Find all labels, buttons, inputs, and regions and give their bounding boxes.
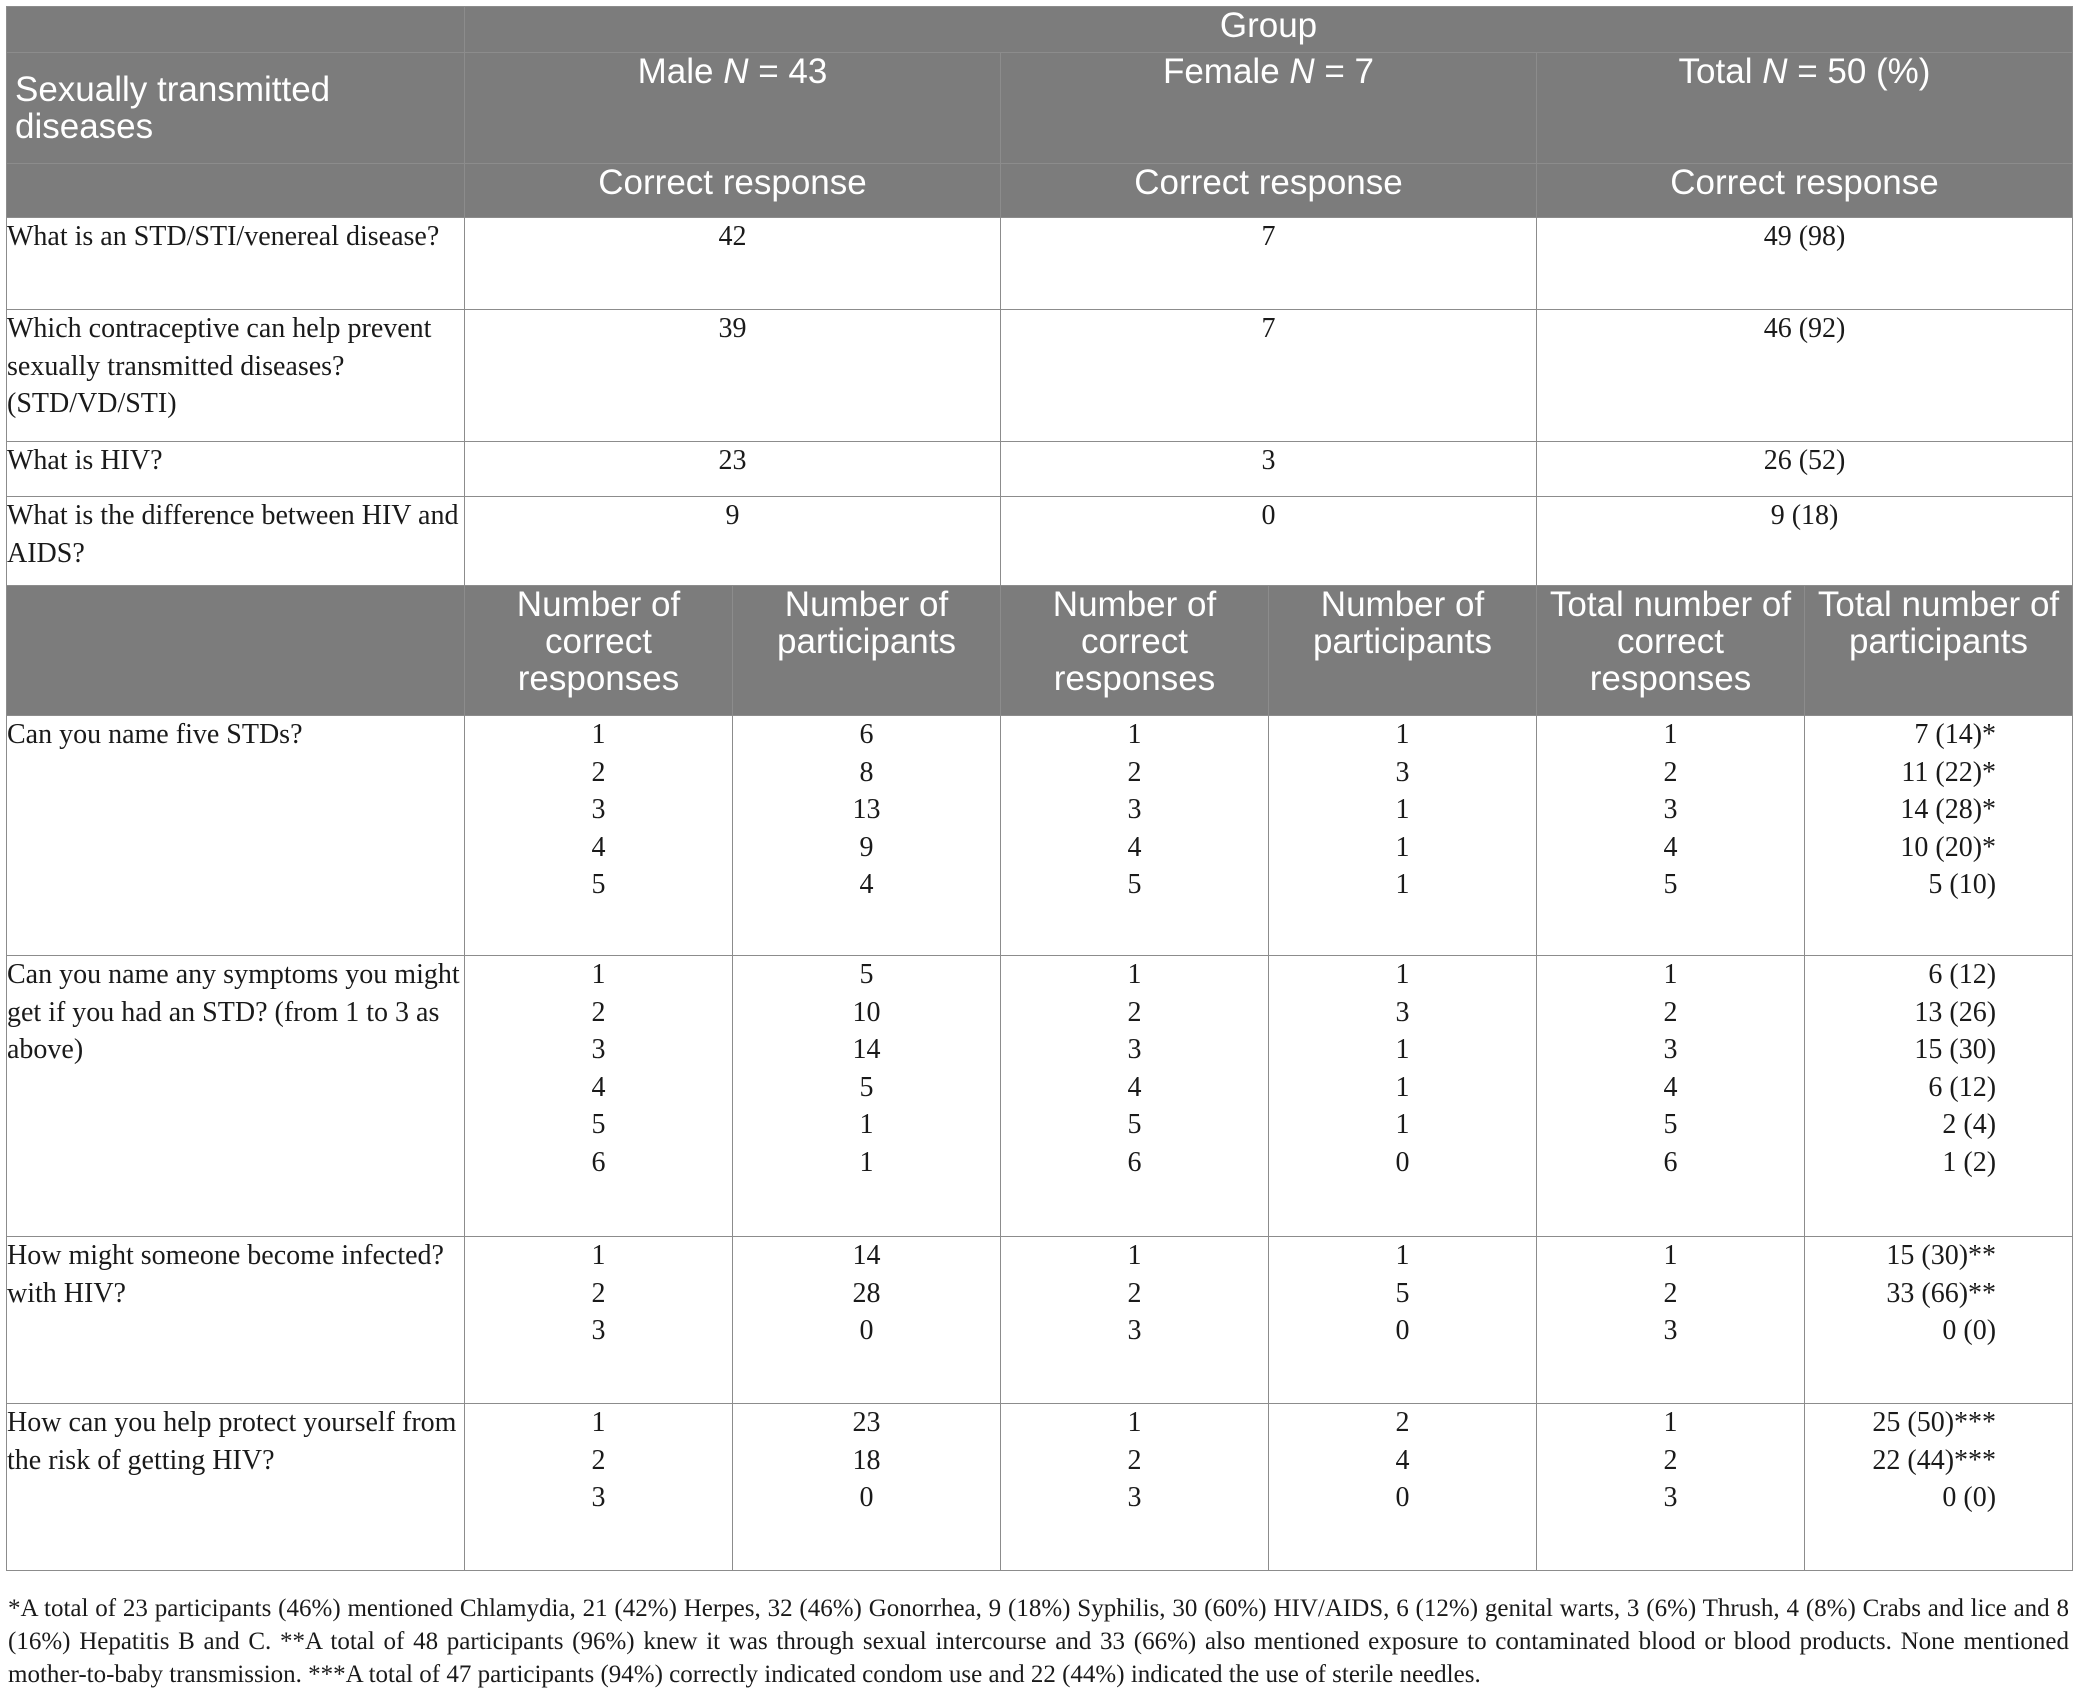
header-blank-cell bbox=[7, 164, 465, 218]
male-value: 23 bbox=[465, 442, 1001, 497]
female-correct-subheader: Number of correct responses bbox=[1001, 586, 1269, 716]
cell-value: 5 bbox=[591, 869, 606, 900]
cell-value: 5 bbox=[1127, 869, 1142, 900]
cell-value: 2 bbox=[1127, 1444, 1142, 1476]
cell-value: 2 bbox=[1663, 1277, 1678, 1309]
total-participants-cell bbox=[1805, 956, 2073, 1237]
female-value: 7 bbox=[1001, 310, 1537, 442]
total-value: 9 (18) bbox=[1537, 497, 2073, 586]
cell-value: 2 bbox=[591, 1444, 606, 1476]
male-participants-cell bbox=[733, 1404, 1001, 1571]
cell-value: 1 bbox=[1127, 719, 1142, 750]
cell-value: 1 bbox=[1395, 959, 1410, 990]
question-cell: What is an STD/STI/venereal disease? bbox=[7, 218, 465, 310]
cell-value: 4 bbox=[591, 1071, 606, 1103]
cell-value: 1 bbox=[1395, 1034, 1410, 1065]
question-cell: What is HIV? bbox=[7, 442, 465, 497]
cell-value: 15 (30) bbox=[1914, 1034, 1997, 1065]
cell-value: 5 bbox=[859, 1071, 874, 1103]
group-label: Group bbox=[465, 7, 2073, 53]
male-participants-subheader: Number of participants bbox=[733, 586, 1001, 716]
cell-value: 3 bbox=[1395, 756, 1410, 788]
male-correct-responses-cell bbox=[465, 716, 733, 956]
cell-value: 1 bbox=[1127, 1240, 1142, 1271]
cell-value: 0 bbox=[859, 1315, 874, 1346]
female-value: 3 bbox=[1001, 442, 1537, 497]
female-correct-response-header: Correct response bbox=[1001, 164, 1537, 218]
cell-value: 2 bbox=[591, 996, 606, 1028]
cell-value: 3 bbox=[1663, 794, 1678, 825]
cell-value: 4 bbox=[1127, 831, 1142, 863]
total-correct-responses-cell bbox=[1537, 1237, 1805, 1404]
subheader-row bbox=[7, 586, 2073, 716]
cell-value: 4 bbox=[859, 869, 874, 900]
female-participants-cell bbox=[1269, 1237, 1537, 1404]
cell-value: 13 (26) bbox=[1914, 996, 1997, 1028]
male-correct-responses-cell bbox=[465, 1237, 733, 1404]
table-footnote: *A total of 23 participants (46%) mentioned Chlamydia, 21 (42%) Herpes, 32 (46%) Gonorrhea, 9 (18%) Syphilis, 30 (60%) HIV/AIDS, 6 (12%) genital warts, 3 (6%) Thrush, 4 (8%) Crabs and lice and 8 (16%) Hepatitis B and C. **A total of 48 participants (96%) knew it was through sexual intercourse and 33 (66%) also mentioned exposure to contaminated blood or blood products. None mentioned mother-to-baby transmission. ***A total of 47 participants (94%) correctly indicated condom use and 22 (44%) indicated the use of sterile needles. bbox=[8, 1595, 2069, 1688]
cell-value: 1 bbox=[1395, 869, 1410, 900]
cell-value: 3 bbox=[1395, 996, 1410, 1028]
cell-value: 0 (0) bbox=[1942, 1315, 1997, 1346]
cell-value: 6 bbox=[859, 719, 874, 750]
cell-value: 4 bbox=[1663, 1071, 1678, 1103]
cell-value: 4 bbox=[1663, 831, 1678, 863]
cell-value: 4 bbox=[591, 831, 606, 863]
total-value: 46 (92) bbox=[1537, 310, 2073, 442]
cell-value: 1 bbox=[1127, 1407, 1142, 1438]
cell-value: 1 bbox=[859, 1146, 874, 1178]
male-value: 39 bbox=[465, 310, 1001, 442]
total-column-header: Total N = 50 (%) bbox=[1537, 53, 2073, 164]
question-cell: Can you name five STDs? bbox=[7, 716, 465, 956]
cell-value: 10 bbox=[852, 996, 881, 1028]
cell-value: 6 bbox=[591, 1146, 606, 1178]
column-header-row bbox=[7, 53, 2073, 164]
cell-value: 6 (12) bbox=[1928, 1071, 1997, 1103]
female-participants-cell bbox=[1269, 1404, 1537, 1571]
table-row bbox=[7, 497, 2073, 586]
cell-value: 3 bbox=[1127, 794, 1142, 825]
cell-value: 13 bbox=[852, 794, 881, 825]
total-participants-cell bbox=[1805, 716, 2073, 956]
female-value: 7 bbox=[1001, 218, 1537, 310]
male-correct-response-header: Correct response bbox=[465, 164, 1001, 218]
cell-value: 7 (14)* bbox=[1914, 719, 1997, 750]
cell-value: 3 bbox=[1127, 1482, 1142, 1513]
cell-value: 3 bbox=[591, 1315, 606, 1346]
std-knowledge-table bbox=[6, 6, 2073, 1571]
cell-value: 4 bbox=[1127, 1071, 1142, 1103]
table-container bbox=[6, 6, 2072, 1571]
cell-value: 5 bbox=[1395, 1277, 1410, 1309]
total-participants-cell bbox=[1805, 1237, 2073, 1404]
female-correct-responses-cell bbox=[1001, 1237, 1269, 1404]
cell-value: 1 bbox=[1395, 719, 1410, 750]
total-correct-response-header: Correct response bbox=[1537, 164, 2073, 218]
cell-value: 25 (50)*** bbox=[1872, 1407, 1997, 1438]
cell-value: 15 (30)** bbox=[1886, 1240, 1997, 1271]
male-value: 42 bbox=[465, 218, 1001, 310]
cell-value: 2 bbox=[1395, 1407, 1410, 1438]
cell-value: 1 bbox=[591, 959, 606, 990]
male-correct-responses-cell bbox=[465, 1404, 733, 1571]
cell-value: 5 bbox=[1663, 1109, 1678, 1140]
cell-value: 14 (28)* bbox=[1900, 794, 1997, 825]
question-cell: How might someone become infected? with HIV? bbox=[7, 1237, 465, 1404]
cell-value: 0 bbox=[1395, 1146, 1410, 1178]
male-column-header: Male N = 43 bbox=[465, 53, 1001, 164]
cell-value: 1 bbox=[591, 1407, 606, 1438]
cell-value: 1 bbox=[591, 1240, 606, 1271]
female-correct-responses-cell bbox=[1001, 956, 1269, 1237]
question-cell: What is the difference between HIV and AIDS? bbox=[7, 497, 465, 586]
cell-value: 14 bbox=[852, 1240, 881, 1271]
cell-value: 0 bbox=[1395, 1482, 1410, 1513]
male-participants-cell bbox=[733, 1237, 1001, 1404]
group-header-row bbox=[7, 7, 2073, 53]
cell-value: 18 bbox=[852, 1444, 881, 1476]
cell-value: 3 bbox=[591, 1482, 606, 1513]
cell-value: 11 (22)* bbox=[1901, 756, 1997, 788]
total-value: 49 (98) bbox=[1537, 218, 2073, 310]
cell-value: 1 bbox=[1395, 1071, 1410, 1103]
cell-value: 28 bbox=[852, 1277, 881, 1309]
cell-value: 10 (20)* bbox=[1900, 831, 1997, 863]
female-participants-subheader: Number of participants bbox=[1269, 586, 1537, 716]
table-row bbox=[7, 716, 2073, 956]
cell-value: 23 bbox=[852, 1407, 881, 1438]
cell-value: 1 bbox=[1663, 1407, 1678, 1438]
male-correct-subheader: Number of correct responses bbox=[465, 586, 733, 716]
female-correct-responses-cell bbox=[1001, 716, 1269, 956]
female-participants-cell bbox=[1269, 956, 1537, 1237]
female-value: 0 bbox=[1001, 497, 1537, 586]
cell-value: 3 bbox=[1663, 1034, 1678, 1065]
cell-value: 1 bbox=[1395, 831, 1410, 863]
total-correct-subheader: Total number of correct responses bbox=[1537, 586, 1805, 716]
cell-value: 1 bbox=[859, 1109, 874, 1140]
cell-value: 3 bbox=[1127, 1315, 1142, 1346]
male-value: 9 bbox=[465, 497, 1001, 586]
cell-value: 22 (44)*** bbox=[1872, 1444, 1997, 1476]
male-participants-cell bbox=[733, 956, 1001, 1237]
female-column-header: Female N = 7 bbox=[1001, 53, 1537, 164]
table-row bbox=[7, 442, 2073, 497]
cell-value: 14 bbox=[852, 1034, 881, 1065]
cell-value: 6 bbox=[1127, 1146, 1142, 1178]
cell-value: 1 (2) bbox=[1942, 1146, 1997, 1178]
total-correct-responses-cell bbox=[1537, 956, 1805, 1237]
total-correct-responses-cell bbox=[1537, 716, 1805, 956]
cell-value: 5 (10) bbox=[1928, 869, 1997, 900]
cell-value: 0 bbox=[859, 1482, 874, 1513]
question-cell: How can you help protect yourself from the risk of getting HIV? bbox=[7, 1404, 465, 1571]
cell-value: 1 bbox=[1663, 959, 1678, 990]
female-correct-responses-cell bbox=[1001, 1404, 1269, 1571]
header-blank-cell bbox=[7, 586, 465, 716]
total-participants-cell bbox=[1805, 1404, 2073, 1571]
cell-value: 8 bbox=[859, 756, 874, 788]
cell-value: 3 bbox=[1127, 1034, 1142, 1065]
table-row bbox=[7, 1237, 2073, 1404]
male-correct-responses-cell bbox=[465, 956, 733, 1237]
cell-value: 3 bbox=[1663, 1315, 1678, 1346]
table-row bbox=[7, 310, 2073, 442]
cell-value: 5 bbox=[1127, 1109, 1142, 1140]
cell-value: 3 bbox=[1663, 1482, 1678, 1513]
cell-value: 5 bbox=[1663, 869, 1678, 900]
table-row bbox=[7, 218, 2073, 310]
cell-value: 1 bbox=[1395, 1109, 1410, 1140]
table-row bbox=[7, 956, 2073, 1237]
cell-value: 1 bbox=[1663, 719, 1678, 750]
cell-value: 0 (0) bbox=[1942, 1482, 1997, 1513]
cell-value: 2 bbox=[1127, 996, 1142, 1028]
cell-value: 5 bbox=[591, 1109, 606, 1140]
cell-value: 2 bbox=[1663, 996, 1678, 1028]
cell-value: 6 (12) bbox=[1928, 959, 1997, 990]
table-row bbox=[7, 1404, 2073, 1571]
cell-value: 9 bbox=[859, 831, 874, 863]
cell-value: 0 bbox=[1395, 1315, 1410, 1346]
cell-value: 2 bbox=[1127, 756, 1142, 788]
total-correct-responses-cell bbox=[1537, 1404, 1805, 1571]
total-value: 26 (52) bbox=[1537, 442, 2073, 497]
cell-value: 1 bbox=[591, 719, 606, 750]
cell-value: 1 bbox=[1395, 794, 1410, 825]
cell-value: 5 bbox=[859, 959, 874, 990]
cell-value: 33 (66)** bbox=[1886, 1277, 1997, 1309]
cell-value: 1 bbox=[1663, 1240, 1678, 1271]
cell-value: 2 bbox=[1663, 756, 1678, 788]
cell-value: 2 (4) bbox=[1942, 1109, 1997, 1140]
cell-value: 2 bbox=[1127, 1277, 1142, 1309]
cell-value: 3 bbox=[591, 794, 606, 825]
cell-value: 1 bbox=[1127, 959, 1142, 990]
cell-value: 4 bbox=[1395, 1444, 1410, 1476]
cell-value: 2 bbox=[591, 756, 606, 788]
question-cell: Which contraceptive can help prevent sexually transmitted diseases? (STD/VD/STI) bbox=[7, 310, 465, 442]
cell-value: 3 bbox=[591, 1034, 606, 1065]
header-blank-cell bbox=[7, 7, 465, 53]
male-participants-cell bbox=[733, 716, 1001, 956]
cell-value: 1 bbox=[1395, 1240, 1410, 1271]
cell-value: 2 bbox=[1663, 1444, 1678, 1476]
cell-value: 2 bbox=[591, 1277, 606, 1309]
total-participants-subheader: Total number of participants bbox=[1805, 586, 2073, 716]
cell-value: 6 bbox=[1663, 1146, 1678, 1178]
correct-response-row bbox=[7, 164, 2073, 218]
female-participants-cell bbox=[1269, 716, 1537, 956]
row-label-header: Sexually transmitted diseases bbox=[7, 53, 465, 164]
question-cell: Can you name any symptoms you might get if you had an STD? (from 1 to 3 as above) bbox=[7, 956, 465, 1237]
